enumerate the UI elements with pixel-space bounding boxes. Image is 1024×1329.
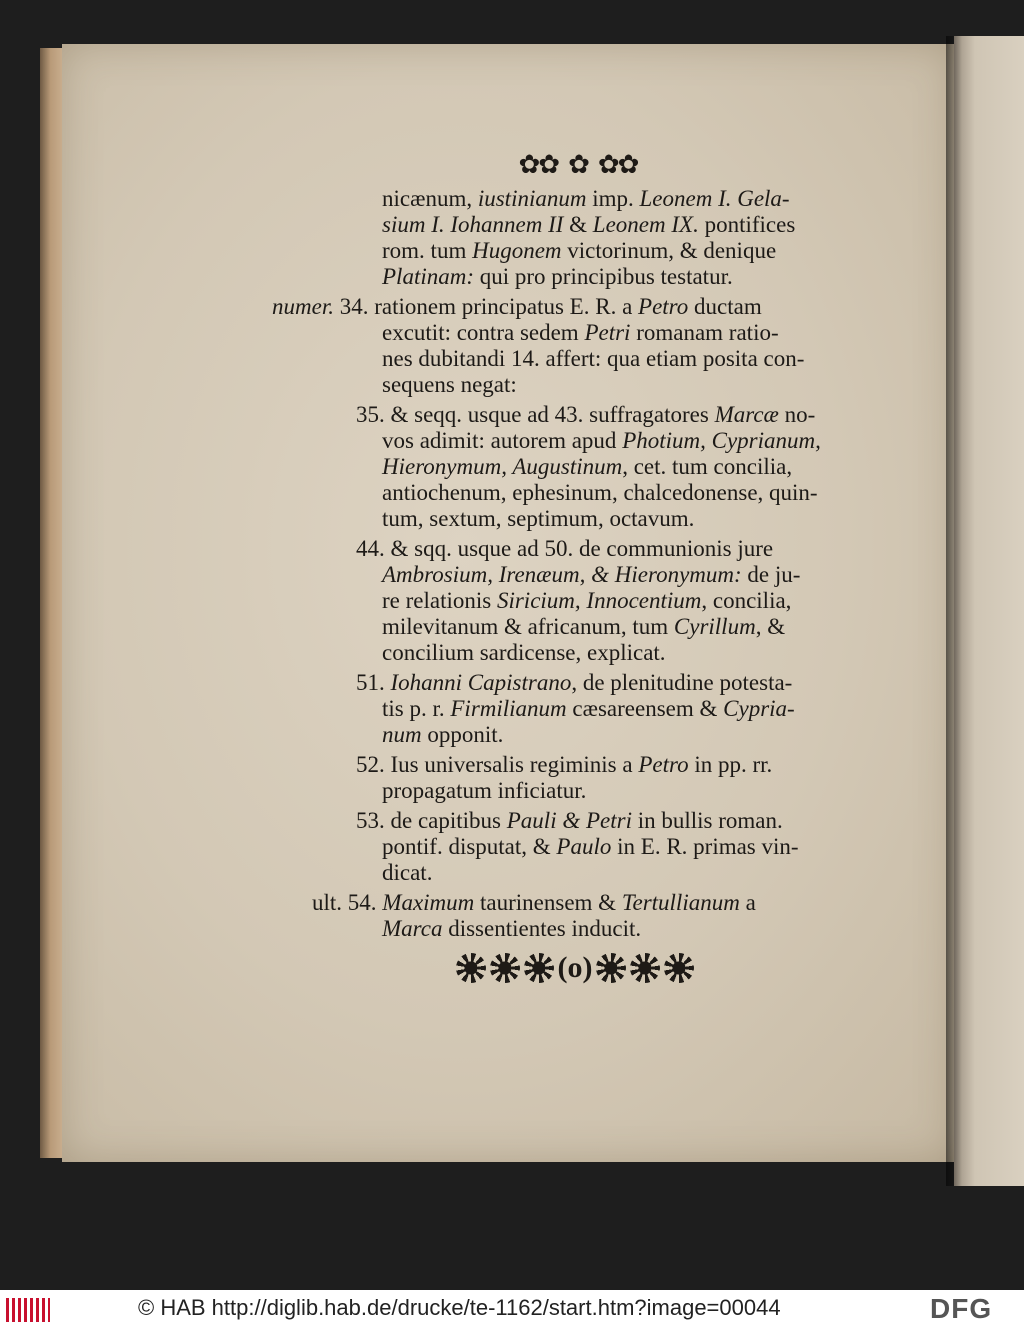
- text-span: Cypria-: [723, 696, 795, 721]
- text-line: [356, 808, 783, 834]
- text-line: [382, 506, 694, 532]
- text-span: , cet. tum concilia,: [622, 454, 793, 479]
- text-span: 52. Ius universalis regiminis a: [356, 752, 639, 777]
- text-span: 53. de capitibus: [356, 808, 507, 833]
- text-span: in E. R. primas vin-: [611, 834, 799, 859]
- text-span: ult. 54.: [312, 890, 383, 915]
- text-line: [382, 186, 790, 212]
- text-span: Hugonem: [472, 238, 562, 263]
- text-line: [382, 722, 503, 748]
- text-span: Platinam:: [382, 264, 474, 289]
- text-span: vos adimit: autorem apud: [382, 428, 623, 453]
- text-span: victorinum, & denique: [561, 238, 777, 263]
- text-span: pontifices: [698, 212, 796, 237]
- text-span: nes dubitandi 14. affert: qua etiam posita con-: [382, 346, 805, 371]
- text-line: [382, 264, 733, 290]
- flower-ornament-icon: [456, 953, 486, 983]
- text-line: [312, 890, 756, 916]
- text-line: [356, 752, 772, 778]
- text-span: antiochenum, ephesinum, chalcedonense, quin-: [382, 480, 818, 505]
- flower-ornament-icon: [664, 953, 694, 983]
- text-span: excutit: contra sedem: [382, 320, 585, 345]
- text-line: [356, 402, 815, 428]
- flower-ornament-icon: ✿✿: [518, 150, 559, 179]
- text-span: in pp. rr.: [688, 752, 773, 777]
- text-span: Marcæ: [714, 402, 779, 427]
- ornament-center: (o): [557, 951, 593, 984]
- text-span: tum, sextum, septimum, octavum.: [382, 506, 695, 531]
- text-line: [382, 428, 821, 454]
- text-span: rom. tum: [382, 238, 473, 263]
- text-line: [382, 346, 804, 372]
- text-span: 35. & seqq. usque ad 43. suffragatores: [356, 402, 715, 427]
- text-span: no-: [778, 402, 816, 427]
- text-span: cæsareensem &: [566, 696, 724, 721]
- text-span: Maximum: [382, 890, 475, 915]
- text-line: [382, 860, 432, 886]
- text-span: Petro: [638, 294, 689, 319]
- text-line: [382, 778, 586, 804]
- viewer-footer: [0, 1290, 1024, 1329]
- text-line: [382, 696, 795, 722]
- text-span: 34. rationem principatus E. R. a: [333, 294, 639, 319]
- copyright-url[interactable]: © HAB http://diglib.hab.de/drucke/te-1162/start.htm?image=00044: [138, 1295, 781, 1320]
- text-span: imp.: [586, 186, 640, 211]
- text-line: [382, 640, 666, 666]
- text-span: Leonem IX.: [592, 212, 699, 237]
- text-span: taurinensem &: [474, 890, 622, 915]
- text-span: milevitanum & africanum, tum: [382, 614, 674, 639]
- text-line: [382, 372, 517, 398]
- text-line: [382, 238, 776, 264]
- flower-ornament-icon: [630, 953, 660, 983]
- text-span: in bullis roman.: [631, 808, 783, 833]
- text-span: Petri: [584, 320, 631, 345]
- text-span: iustinianum: [477, 186, 587, 211]
- text-line: [382, 212, 795, 238]
- flower-ornament-icon: ✿✿: [597, 150, 638, 179]
- text-span: ductam: [688, 294, 762, 319]
- text-line: [382, 614, 785, 640]
- text-span: sequens negat:: [382, 372, 517, 397]
- text-span: nicænum,: [382, 186, 478, 211]
- footer-ornament: [440, 950, 710, 986]
- text-span: dissentientes inducit.: [442, 916, 642, 941]
- flower-ornament-icon: [596, 953, 626, 983]
- text-span: concilium sardicense, explicat.: [382, 640, 666, 665]
- text-span: propagatum inficiatur.: [382, 778, 587, 803]
- text-line: [382, 480, 818, 506]
- text-line: [356, 536, 773, 562]
- text-span: de ju-: [741, 562, 801, 587]
- text-span: Iohanni Capistrano: [390, 670, 572, 695]
- text-span: 44. & sqq. usque ad 50. de communionis jure: [356, 536, 774, 561]
- text-line: [356, 670, 792, 696]
- text-span: Paulo: [556, 834, 612, 859]
- text-span: Photium, Cyprianum,: [622, 428, 821, 453]
- text-span: pontif. disputat, &: [382, 834, 557, 859]
- text-span: qui pro principibus testatur.: [474, 264, 733, 289]
- text-line: [382, 834, 799, 860]
- text-span: Leonem I. Gela-: [639, 186, 790, 211]
- text-span: Hieronymum, Augustinum: [382, 454, 623, 479]
- text-span: romanam ratio-: [630, 320, 779, 345]
- text-span: sium I. Iohannem II: [382, 212, 564, 237]
- text-span: 51.: [356, 670, 391, 695]
- text-line: [272, 294, 762, 320]
- text-span: &: [563, 212, 593, 237]
- text-span: Pauli & Petri: [506, 808, 632, 833]
- text-line: [382, 916, 641, 942]
- flower-ornament-icon: ✿: [568, 150, 588, 179]
- text-line: [382, 562, 800, 588]
- text-span: opponit.: [421, 722, 504, 747]
- text-span: numer.: [272, 294, 334, 319]
- text-span: Marca: [382, 916, 443, 941]
- text-span: Siricium, Innocentium: [496, 588, 702, 613]
- dfg-logo: DFG: [930, 1293, 993, 1324]
- text-span: Firmilianum: [450, 696, 567, 721]
- text-line: [382, 320, 779, 346]
- text-span: re relationis: [382, 588, 497, 613]
- text-span: Cyrillum: [673, 614, 756, 639]
- text-span: Ambrosium, Irenæum, & Hieronymum:: [382, 562, 742, 587]
- text-span: , de plenitudine potesta-: [571, 670, 793, 695]
- text-span: a: [739, 890, 756, 915]
- text-span: Petro: [638, 752, 689, 777]
- flower-ornament-icon: [490, 953, 520, 983]
- text-line: [382, 454, 792, 480]
- text-span: num: [382, 722, 422, 747]
- flower-ornament-icon: [524, 953, 554, 983]
- library-logo-icon: [6, 1298, 50, 1322]
- text-line: [382, 588, 791, 614]
- text-span: , &: [755, 614, 786, 639]
- text-span: tis p. r.: [382, 696, 451, 721]
- text-span: dicat.: [382, 860, 433, 885]
- text-span: Tertullianum: [621, 890, 740, 915]
- text-span: , concilia,: [701, 588, 792, 613]
